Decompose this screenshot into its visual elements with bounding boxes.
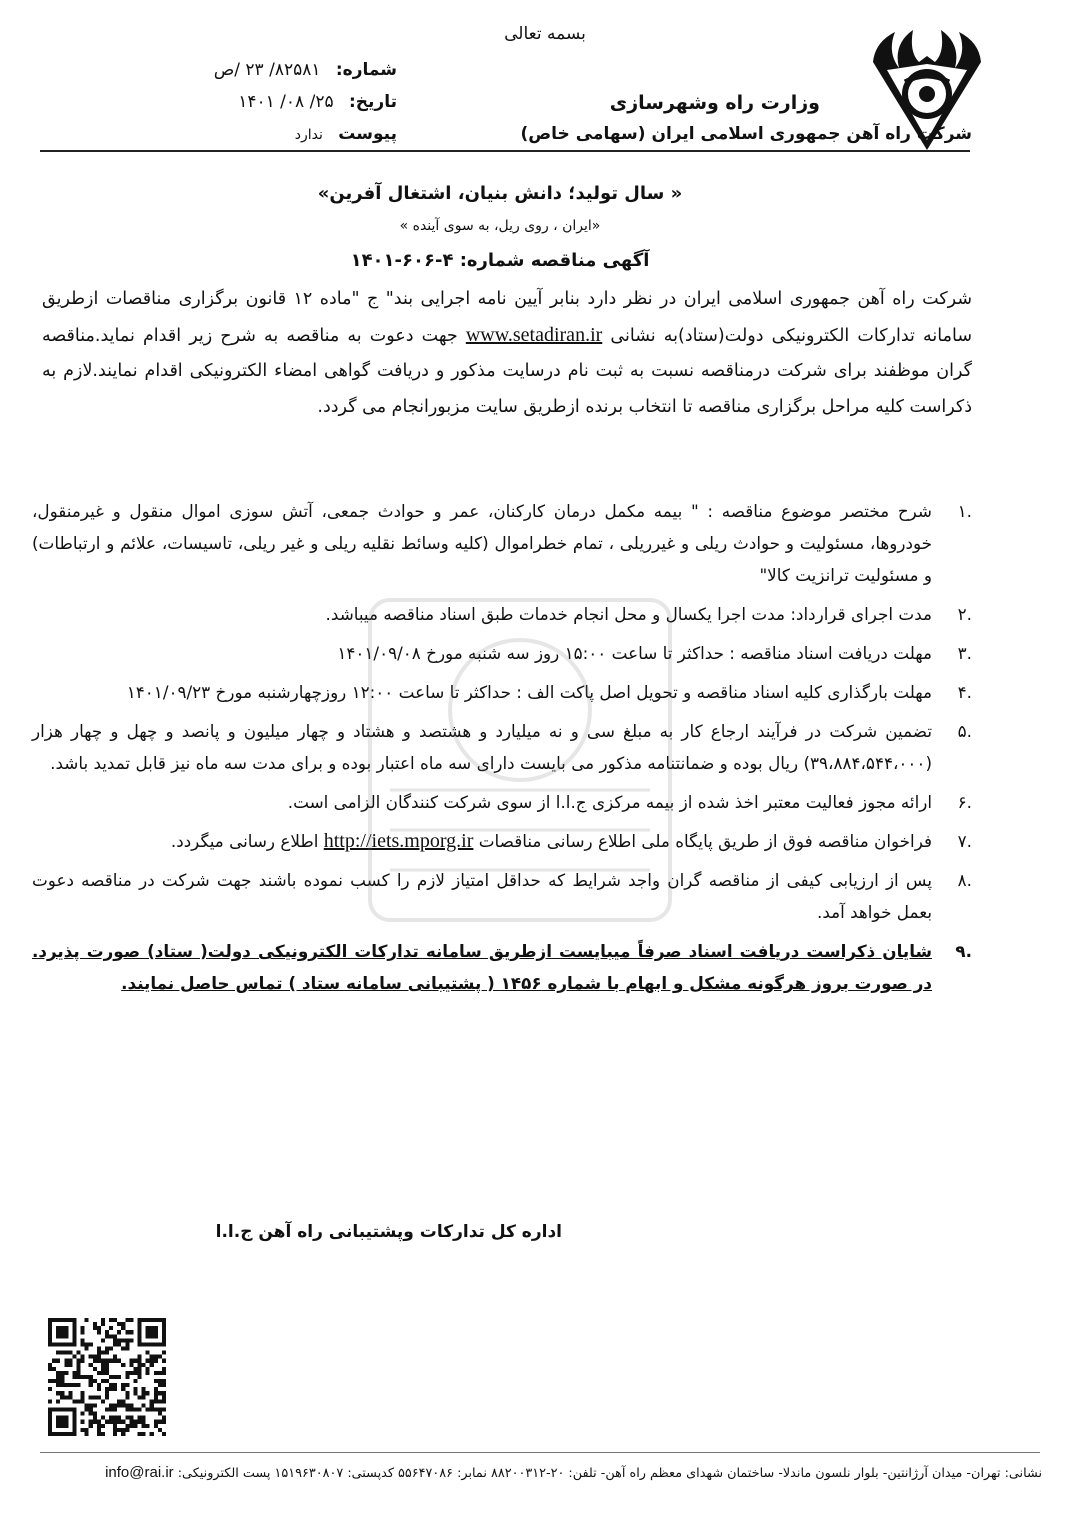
intro-paragraph bbox=[42, 282, 972, 425]
item-number: .۱ bbox=[957, 501, 972, 521]
item-number: .۷ bbox=[957, 831, 972, 851]
item-text: فراخوان مناقصه فوق از طریق پایگاه ملی اطلاع رسانی مناقصات bbox=[473, 831, 932, 851]
item-text: ارائه مجوز فعالیت معتبر اخذ شده از بیمه مرکزی ج.ا.ا از سوی شرکت کنندگان الزامی است. bbox=[287, 792, 932, 812]
item-text: شرح مختصر موضوع مناقصه : " بیمه مکمل درمان کارکنان، عمر و حوادث جمعی، آتش سوزی اموال منقول و غیرمنقول، خودروها، مسئولیت و حوادث ریلی و غیرریلی ، تمام خطراموال (کلیه وسائط نقلیه ریلی و غیر ریلی، تاسیسات، علائم و ارتباطات) و مسئولیت ترانزیت کالا" bbox=[32, 501, 932, 585]
item-number: .۲ bbox=[957, 604, 972, 624]
list-item bbox=[32, 935, 972, 999]
tender-conditions-list bbox=[32, 495, 972, 1006]
letter-date bbox=[238, 92, 397, 112]
list-item bbox=[32, 786, 972, 818]
basmala: بسمه تعالی bbox=[504, 24, 586, 44]
year-slogan: « سال تولید؛ دانش بنیان، اشتغال آفرین» bbox=[317, 183, 683, 204]
item-number: .۵ bbox=[957, 721, 972, 741]
list-item bbox=[32, 715, 972, 779]
item-number: .۴ bbox=[957, 682, 972, 702]
list-item bbox=[32, 598, 972, 630]
company-name: شرکت راه آهن جمهوری اسلامی ایران (سهامی خاص) bbox=[520, 124, 972, 144]
item-text: مدت اجرای قرارداد: مدت اجرا یکسال و محل انجام خدمات طبق اسناد مناقصه میباشد. bbox=[325, 604, 932, 624]
attachment-value: ندارد bbox=[294, 127, 323, 143]
item-text: اطلاع رسانی میگردد. bbox=[170, 831, 324, 851]
list-item bbox=[32, 864, 972, 928]
list-item bbox=[32, 825, 972, 857]
intro-text-2: جهت دعوت به مناقصه به شرح زیر اقدام نماید.مناقصه گران موظفند برای شرکت درمناقصه نسبت به ثبت نام درسایت مذکور و دریافت گواهی امضاء الکترونیکی اقدام نمایند.لازم به ذکراست کلیه مراحل برگزاری مناقصه تا انتخاب برنده ازطریق سایت مزبورانجام می گردد. bbox=[42, 325, 972, 417]
item-text: مهلت بارگذاری کلیه اسناد مناقصه و تحویل اصل پاکت الف : حداکثر تا ساعت ۱۲:۰۰ روزچهارشنبه مورخ ۱۴۰۱/۰۹/۲۳ bbox=[126, 682, 932, 702]
item-number: .۸ bbox=[957, 870, 972, 890]
iets-link[interactable]: http://iets.mporg.ir bbox=[323, 830, 474, 852]
item-text: پس از ارزیابی کیفی از مناقصه گران واجد شرایط که حداقل امتیاز لازم را کسب نموده باشند جهت شرکت در مناقصه دعوت بعمل خواهد آمد. bbox=[32, 870, 932, 922]
item-text: شایان ذکراست دریافت اسناد صرفاً میبایست ازطریق سامانه تدارکات الکترونیکی دولت( ستاد) صورت پذیرد. در صورت بروز هرگونه مشکل و ابهام با شماره ۱۴۵۶ ( پشتیبانی سامانه ستاد ) تماس حاصل نمایند. bbox=[32, 941, 932, 993]
qr-code-icon bbox=[48, 1318, 166, 1436]
tender-title: آگهی مناقصه شماره: ۴-۶۰۶-۱۴۰۱ bbox=[350, 250, 650, 271]
letter-number bbox=[214, 60, 397, 80]
item-text: مهلت دریافت اسناد مناقصه : حداکثر تا ساعت ۱۵:۰۰ روز سه شنبه مورخ ۱۴۰۱/۰۹/۰۸ bbox=[337, 643, 932, 663]
date-label: تاریخ: bbox=[349, 92, 397, 112]
number-label: شماره: bbox=[335, 60, 397, 80]
ministry-name: وزارت راه وشهرسازی bbox=[609, 92, 820, 114]
footer-address: نشانی: تهران- میدان آرژانتین- بلوار نلسون ماندلا- ساختمان شهدای معظم راه آهن- تلفن: ۲۰-۸۸۲۰۰۳۱۲ نمابر: ۵۵۶۴۷۰۸۶ کدپستی: ۱۵۱۹۶۳۰۸۰۷ پست الکترونیکی: bbox=[177, 1466, 1042, 1481]
letter-attachment bbox=[295, 124, 397, 144]
header-divider bbox=[40, 150, 970, 152]
motto: «ایران ، روی ریل، به سوی آینده » bbox=[399, 218, 601, 234]
attachment-label: پیوست bbox=[338, 124, 397, 144]
footer-divider bbox=[40, 1452, 1040, 1453]
intro-text-1: شرکت راه آهن جمهوری اسلامی ایران در نظر دارد بنابر آیین نامه اجرایی بند" ج "ماده ۱۲ قانون برگزاری مناقصات ازطریق سامانه تدارکات الکترونیکی دولت(ستاد)به نشانی bbox=[42, 289, 972, 346]
footer-contact bbox=[52, 1464, 1042, 1481]
footer-email[interactable]: info@rai.ir bbox=[105, 1464, 174, 1481]
list-item bbox=[32, 676, 972, 708]
item-text: تضمین شرکت در فرآیند ارجاع کار به مبلغ سی و نه میلیارد و هشتصد و هشتاد و چهار میلیون و پانصد و چهل و چهار هزار (۳۹،۸۸۴،۵۴۴،۰۰۰) ریال بوده و ضمانتنامه مذکور می بایست دارای سه ماه اعتبار بوده و برای مدت سه ماه نیز قابل تمدید باشد. bbox=[32, 721, 932, 773]
setad-link[interactable]: www.setadiran.ir bbox=[465, 323, 603, 346]
date-value: ۲۵/ ۰۸/ ۱۴۰۱ bbox=[238, 92, 334, 112]
item-number: .۹ bbox=[955, 941, 972, 961]
item-number: .۳ bbox=[957, 643, 972, 663]
list-item bbox=[32, 637, 972, 669]
item-number: .۶ bbox=[957, 792, 972, 812]
signature-block: اداره کل تدارکات وپشتیبانی راه آهن ج.ا.ا bbox=[215, 1222, 562, 1242]
list-item bbox=[32, 495, 972, 591]
number-value: ۸۲۵۸۱/ ۲۳ /ص bbox=[213, 60, 321, 80]
